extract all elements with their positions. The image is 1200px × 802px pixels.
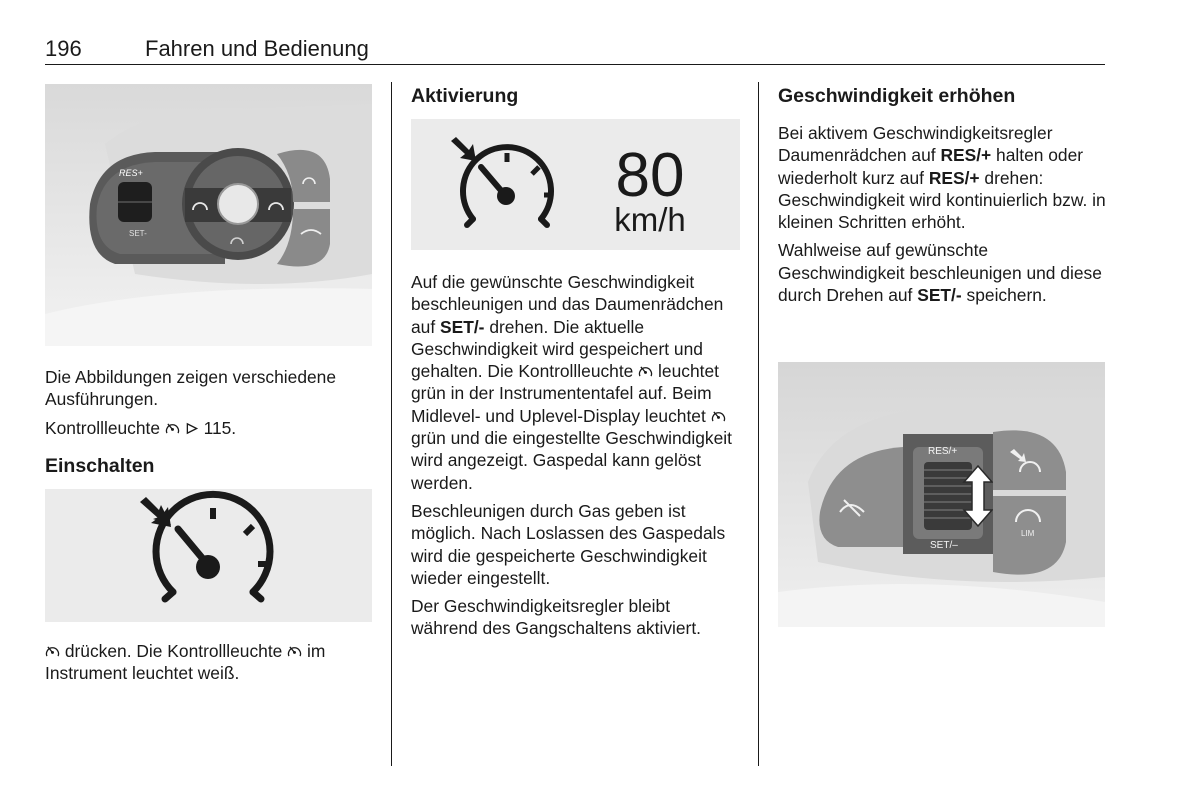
increase-text-a: Bei aktivem Geschwindigkeitsregler Daumenrädchen auf <box>778 123 1053 166</box>
acceleration-paragraph: Beschleunigen durch Gas geben ist möglich. Nach Loslassen des Gaspedals wird die gespeicherte Geschwindigkeit wieder eingestellt. <box>411 500 726 588</box>
speed-value: 80 <box>615 141 685 210</box>
speed-unit: km/h <box>614 201 686 238</box>
cruise-control-indicator-icon <box>711 410 726 423</box>
header-rule <box>45 64 1105 65</box>
activation-text-c: leuchtet grün in der Instrumententafel auf. Beim Midlevel- und Uplevel-Display leuchtet <box>411 361 719 426</box>
figure-caption: Die Abbildungen zeigen verschiedene Ausführungen. <box>45 367 337 410</box>
section-title-einschalten: Einschalten <box>45 455 155 477</box>
column-3-text <box>778 122 1108 312</box>
increase-speed-paragraph <box>778 122 1108 233</box>
set-keyword: SET/- <box>917 285 962 306</box>
increase-text-c: drehen: Geschwindigkeit wird kontinuierlich bzw. in kleinen Schritten erhöht. <box>778 167 1106 233</box>
cruise-control-button-icon <box>45 645 60 658</box>
res-keyword: RES/+ <box>928 167 980 188</box>
column-divider-2 <box>758 82 759 766</box>
thumbwheel-controls-figure <box>778 362 1105 627</box>
chapter-title: Fahren und Bedienung <box>145 36 369 61</box>
speed-display-figure <box>411 119 740 250</box>
reference-line <box>45 417 375 439</box>
instruction-text-2: im Instrument leuchtet weiß. <box>45 641 326 684</box>
steering-wheel-controls-figure <box>45 84 372 346</box>
set-label: SET/– <box>930 540 958 551</box>
section-title-geschwindigkeit-erhoehen: Geschwindigkeit erhöhen <box>778 85 1016 107</box>
lim-label: LIM <box>1021 529 1035 538</box>
set-keyword: SET/- <box>440 316 485 337</box>
activation-paragraph <box>411 271 741 494</box>
cruise-control-symbol-icon <box>165 422 180 435</box>
cruise-control-symbol-figure <box>45 489 372 622</box>
reference-page: 115. <box>203 417 237 438</box>
activation-text-a: Auf die gewünschte Geschwindigkeit beschleunigen und das Daumenrädchen auf <box>411 272 724 337</box>
alternative-text-a: Wahlweise auf gewünschte Geschwindigkeit beschleunigen und diese durch Drehen auf <box>778 240 1102 306</box>
increase-text-b: halten oder wiederholt kurz auf <box>778 145 1084 188</box>
alternative-paragraph <box>778 239 1108 306</box>
cruise-control-indicator-icon <box>287 645 302 658</box>
column-divider-1 <box>391 82 392 766</box>
res-label: RES+ <box>119 168 143 178</box>
page-reference-arrow-icon <box>185 422 199 435</box>
page-number: 196 <box>45 36 82 61</box>
set-label: SET- <box>129 229 147 238</box>
activation-text-b: drehen. Die aktuelle Geschwindigkeit wird gespeichert und gehalten. Die Kontrollleuchte <box>411 316 703 382</box>
res-keyword: RES/+ <box>940 145 992 166</box>
column-2-text <box>411 271 741 646</box>
instruction-text-1: drücken. Die Kontrollleuchte <box>64 641 283 661</box>
gear-shift-paragraph: Der Geschwindigkeitsregler bleibt während des Gangschaltens aktiviert. <box>411 596 702 639</box>
reference-text: Kontrollleuchte <box>45 417 161 438</box>
alternative-text-b: speichern. <box>966 285 1047 306</box>
instruction-paragraph <box>45 640 375 685</box>
cruise-control-indicator-icon <box>638 365 653 378</box>
column-1-text <box>45 366 375 445</box>
activation-text-d: grün und die eingestellte Geschwindigkeit wird angezeigt. Gaspedal kann gelöst werden. <box>411 428 732 493</box>
res-label: RES/+ <box>928 446 958 457</box>
section-title-aktivierung: Aktivierung <box>411 85 519 107</box>
